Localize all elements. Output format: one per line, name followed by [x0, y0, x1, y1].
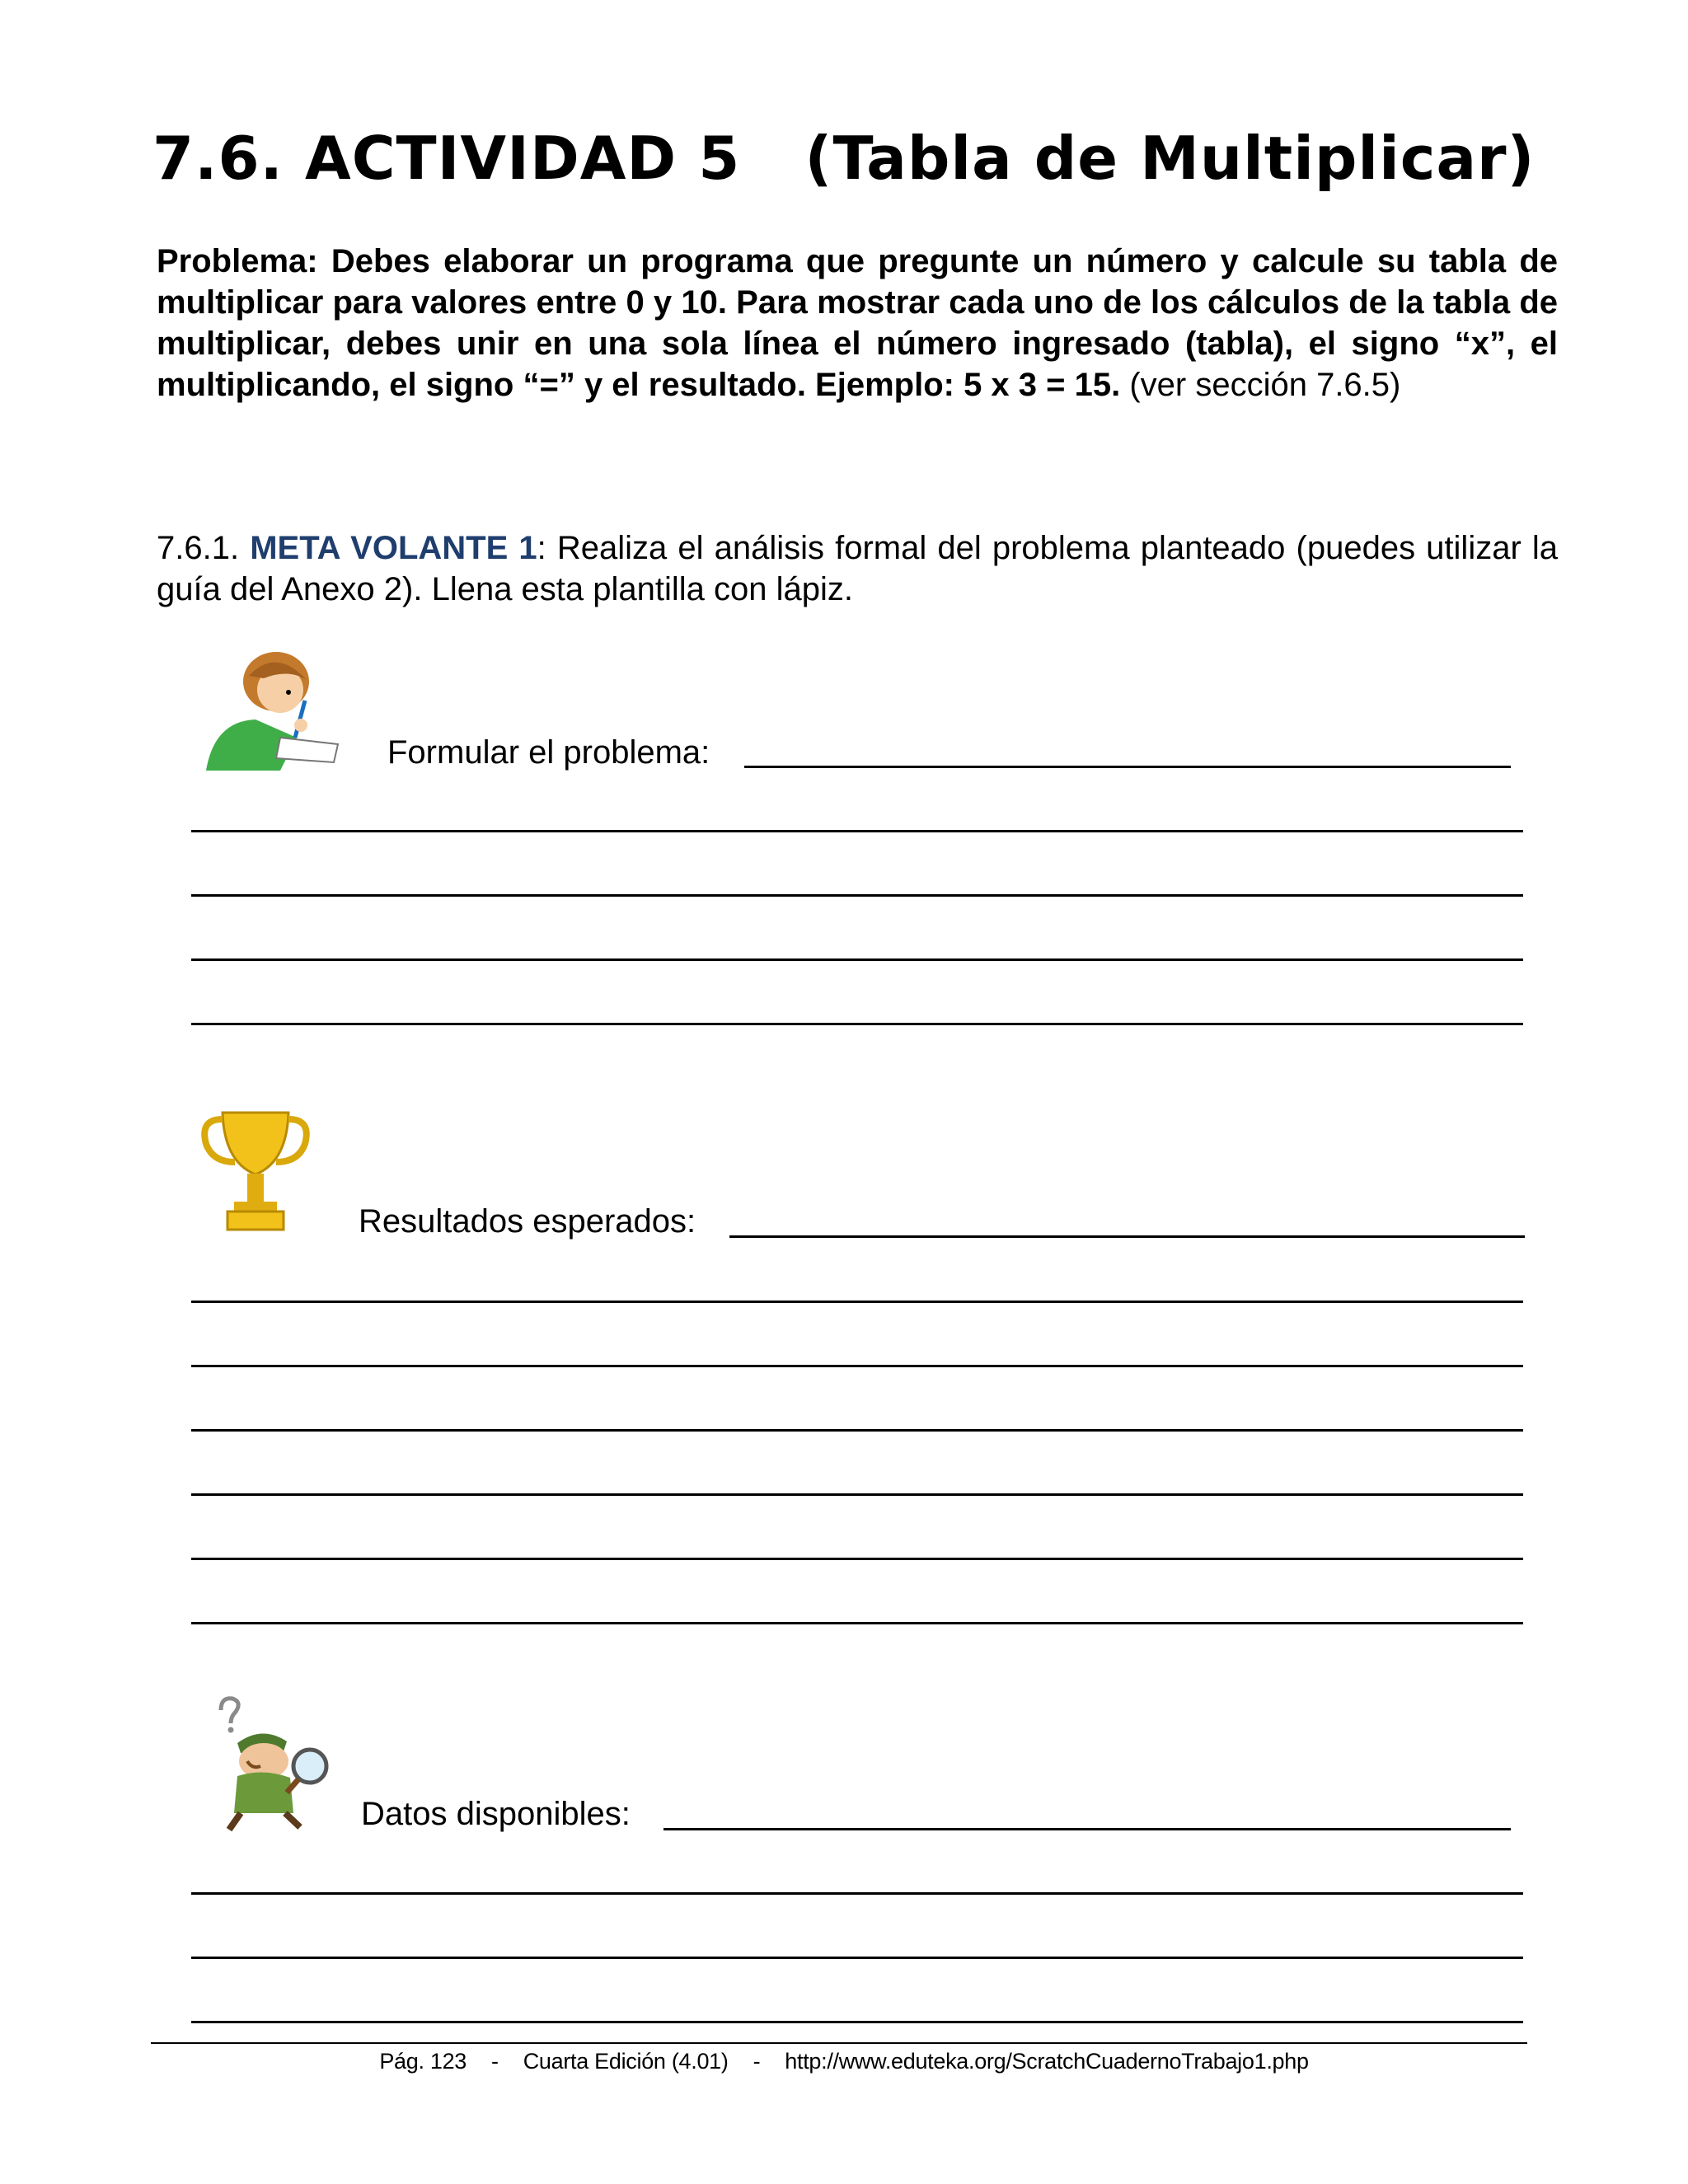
child-writing-icon	[198, 647, 346, 771]
answer-line[interactable]	[191, 1365, 1523, 1367]
footer-page: Pág. 123	[379, 2049, 467, 2074]
footer-separator: -	[753, 2049, 761, 2074]
answer-line[interactable]	[729, 1235, 1525, 1238]
section-label-formular: Formular el problema:	[387, 734, 710, 771]
problem-bold-text: Problema: Debes elaborar un programa que pregunte un número y calcule su tabla de multiplicar para valores entre 0 y 10. Para mostrar cada uno de los cálculos de la tabla de multiplicar, debes unir en una sola línea el número ingresado (tabla), el signo “x”, el multiplicando, el signo “=” y el resultado. Ejemplo: 5 x 3 = 15.	[157, 243, 1558, 403]
footer	[0, 2049, 1688, 2074]
section-label-resultados: Resultados esperados:	[359, 1203, 696, 1240]
answer-line[interactable]	[191, 1429, 1523, 1432]
footer-divider	[151, 2042, 1527, 2044]
answer-line[interactable]	[744, 766, 1511, 768]
answer-line[interactable]	[191, 1892, 1523, 1895]
answer-line[interactable]	[191, 830, 1523, 832]
answer-line[interactable]	[191, 1023, 1523, 1025]
footer-separator: -	[491, 2049, 499, 2074]
section-label-datos: Datos disponibles:	[361, 1796, 631, 1832]
detective-magnifier-icon	[204, 1694, 336, 1834]
footer-edition: Cuarta Edición (4.01)	[523, 2049, 729, 2074]
answer-line[interactable]	[191, 958, 1523, 961]
answer-line[interactable]	[191, 1301, 1523, 1303]
answer-line[interactable]	[191, 1493, 1523, 1496]
footer-url[interactable]: http://www.eduteka.org/ScratchCuadernoTrabajo1.php	[785, 2049, 1309, 2074]
answer-line[interactable]	[191, 2021, 1523, 2023]
answer-line[interactable]	[191, 1558, 1523, 1560]
problem-statement	[157, 241, 1558, 405]
answer-line[interactable]	[191, 1957, 1523, 1959]
problem-regular-text: (ver sección 7.6.5)	[1120, 367, 1401, 403]
meta-volante-paragraph	[157, 527, 1558, 610]
meta-text: : Realiza el análisis formal del problema planteado (puedes utilizar la guía del Anexo 2). Llena esta plantilla con lápiz.	[157, 530, 1559, 607]
page-title: 7.6. ACTIVIDAD 5 (Tabla de Multiplicar)	[152, 124, 1536, 193]
trophy-icon	[198, 1104, 313, 1236]
answer-line[interactable]	[663, 1828, 1511, 1830]
answer-line[interactable]	[191, 894, 1523, 897]
meta-label: META VOLANTE 1	[250, 530, 537, 566]
answer-line[interactable]	[191, 1622, 1523, 1624]
meta-number: 7.6.1.	[157, 530, 251, 566]
